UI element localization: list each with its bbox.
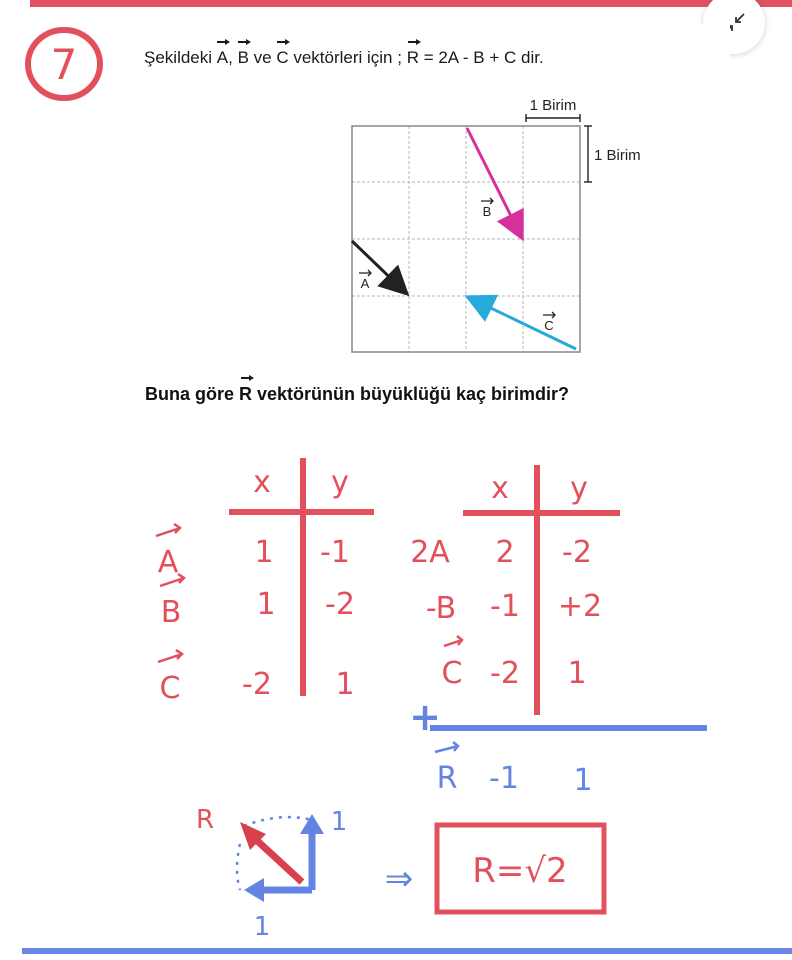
t2-cell: -2 bbox=[490, 656, 520, 691]
vector-b-symbol: B bbox=[237, 48, 249, 67]
ask-prefix: Buna göre bbox=[145, 384, 240, 404]
conjunction: ve bbox=[248, 48, 277, 67]
t2-header-x: x bbox=[491, 471, 509, 506]
t1-cell: -2 bbox=[325, 587, 355, 622]
t1-cell: 1 bbox=[256, 587, 276, 622]
answer-box bbox=[437, 825, 604, 912]
t1-row-label: B bbox=[160, 595, 182, 630]
implies-arrow: ⇒ bbox=[384, 859, 414, 899]
bottom-border-line bbox=[22, 948, 792, 954]
t2-cell: -1 bbox=[490, 589, 520, 624]
vector-c-label: C bbox=[544, 318, 554, 333]
equation: = 2A - B + C dir. bbox=[418, 48, 544, 67]
t2-row-label: -B bbox=[425, 591, 457, 626]
unit-v-label: 1 Birim bbox=[594, 147, 641, 164]
t2-row-label: C bbox=[441, 656, 463, 691]
question-number: 7 bbox=[50, 40, 78, 89]
vector-r-symbol-ask: R bbox=[239, 384, 253, 404]
vector-r-symbol: R bbox=[406, 48, 419, 67]
t2-header-y: y bbox=[570, 471, 588, 506]
t1-row-label: A bbox=[157, 545, 179, 580]
table2 bbox=[410, 465, 620, 715]
result-y: 1 bbox=[573, 763, 593, 798]
t1-header-y: y bbox=[331, 465, 349, 500]
stem-middle: vektörleri için ; bbox=[288, 48, 407, 67]
sketch-r-label: R bbox=[195, 805, 215, 835]
table1 bbox=[156, 458, 374, 706]
result-x: -1 bbox=[489, 761, 519, 796]
stem-prefix: Şekildeki bbox=[144, 48, 217, 67]
unit-h-label: 1 Birim bbox=[529, 97, 577, 114]
t2-cell: 1 bbox=[567, 656, 587, 691]
plus-sign: + bbox=[409, 695, 441, 739]
t2-row-label: 2A bbox=[410, 535, 450, 570]
ask-suffix: vektörünün büyüklüğü kaç birimdir? bbox=[252, 384, 570, 404]
result-label: R bbox=[436, 761, 458, 796]
t1-cell: -2 bbox=[242, 667, 272, 702]
answer-value: R=√2 bbox=[472, 851, 568, 891]
t2-cell: -2 bbox=[562, 535, 592, 570]
t1-row-label: C bbox=[159, 671, 181, 706]
t1-cell: 1 bbox=[254, 535, 274, 570]
t1-cell: 1 bbox=[335, 667, 355, 702]
sum-line bbox=[409, 695, 707, 739]
result-row bbox=[435, 742, 593, 798]
t2-cell: +2 bbox=[557, 589, 603, 624]
separator: , bbox=[228, 48, 238, 67]
sketch-up-label: 1 bbox=[330, 807, 348, 837]
sketch-left-label: 1 bbox=[253, 912, 271, 942]
t1-cell: -1 bbox=[320, 535, 350, 570]
vector-b-label: B bbox=[482, 204, 492, 219]
vector-a-label: A bbox=[360, 276, 370, 291]
t1-header-x: x bbox=[253, 465, 271, 500]
vector-c-symbol: C bbox=[276, 48, 289, 67]
resultant-sketch bbox=[196, 805, 347, 942]
t2-cell: 2 bbox=[495, 535, 515, 570]
vector-a-symbol: A bbox=[216, 48, 229, 67]
